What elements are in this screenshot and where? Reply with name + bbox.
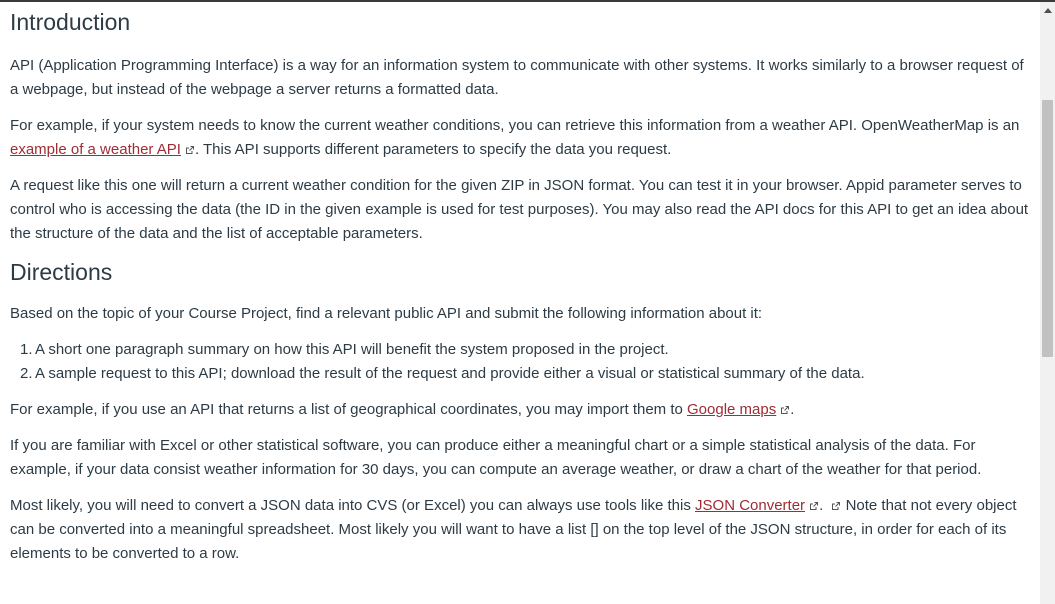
external-link-icon [809, 501, 819, 511]
directions-paragraph-4 [10, 494, 1030, 566]
google-maps-link[interactable]: Google maps [687, 401, 777, 418]
directions-paragraph-1: Based on the topic of your Course Project, find a relevant public API and submit the following information about it: [10, 305, 763, 322]
intro-paragraph-1: API (Application Programming Interface) is a way for an information system to communicate with other systems. It works similarly to a browser request of a webpage, but instead of the webpage a server returns a formatted data. [10, 57, 1024, 98]
page-content [10, 2, 1030, 566]
list-item: 2. A sample request to this API; download the result of the request and provide either a visual or statistical summary of the data. [20, 365, 865, 382]
directions-paragraph-3: If you are familiar with Excel or other statistical software, you can produce either a meaningful chart or a simple statistical analysis of the data. For example, if your data consist weather information for 30 days, you can compute an average weather, or draw a chart of the weather for that period. [10, 437, 982, 478]
introduction-heading: Introduction [10, 9, 131, 35]
external-link-icon [831, 501, 841, 511]
intro-p2-text-before: For example, if your system needs to know the current weather conditions, you can retrieve this information from a weather API. OpenWeatherMap is an [10, 117, 1020, 134]
directions-p2-text-after: . [790, 401, 795, 418]
intro-p2-text-after: . This API supports different parameters to specify the data you request. [194, 141, 672, 158]
intro-paragraph-2 [10, 114, 1030, 162]
list-item: 1. A short one paragraph summary on how this API will benefit the system proposed in the project. [20, 341, 669, 358]
json-converter-link[interactable]: JSON Converter [695, 497, 806, 514]
weather-api-link[interactable]: example of a weather API [10, 141, 181, 158]
directions-p4-text-mid: . [819, 497, 828, 514]
directions-paragraph-2 [10, 398, 1030, 422]
directions-p4-text-before: Most likely, you will need to convert a JSON data into CVS (or Excel) you can always use tools like this [10, 497, 696, 514]
intro-paragraph-3: A request like this one will return a current weather condition for the given ZIP in JSON format. You can test it in your browser. Appid parameter serves to control who is accessing the data (the ID in the given example is used for test purposes). You may also read the API docs for this API to get an idea about the structure of the data and the list of acceptable parameters. [10, 177, 1029, 242]
scrollbar-thumb[interactable] [1042, 100, 1053, 357]
directions-p2-text-before: For example, if you use an API that returns a list of geographical coordinates, you may import them to [10, 401, 688, 418]
directions-p4-text-after: Note that not every object can be converted into a meaningful spreadsheet. Most likely you will want to have a list [] on the top level of the JSON structure, in order for each of its elements to be converted to a row. [10, 497, 1017, 562]
directions-heading: Directions [10, 259, 113, 285]
external-link-icon [780, 405, 790, 415]
vertical-scrollbar[interactable] [1040, 2, 1055, 604]
requirements-list [10, 338, 1030, 386]
scroll-up-icon[interactable] [1044, 8, 1052, 13]
external-link-icon [185, 145, 195, 155]
